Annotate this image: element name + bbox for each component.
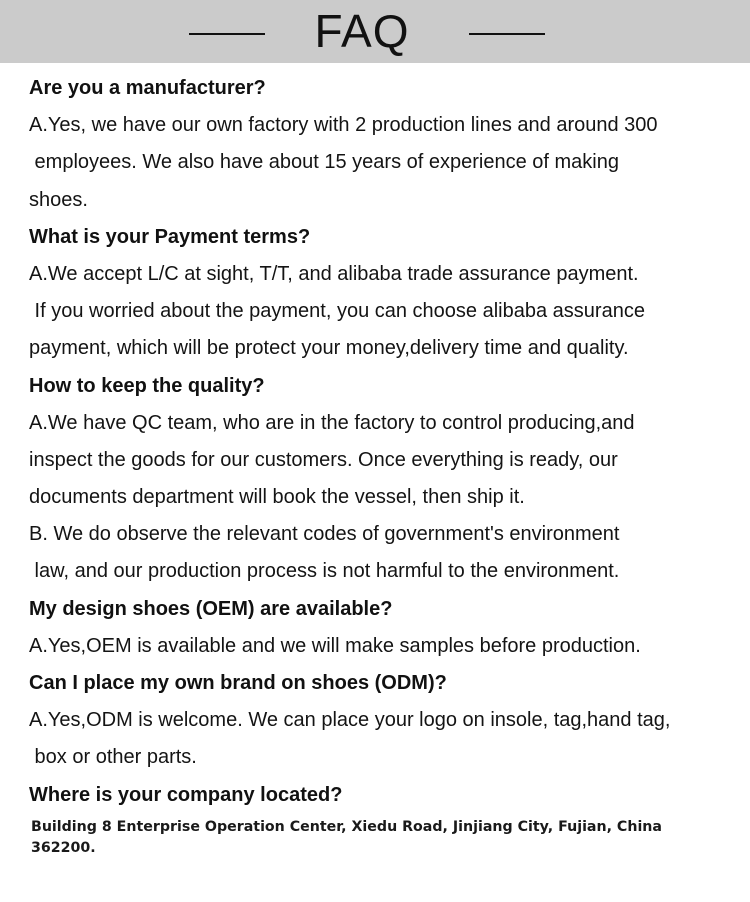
- faq-answer-line: employees. We also have about 15 years of experience of making: [29, 151, 619, 174]
- faq-answer-line: payment, which will be protect your money,delivery time and quality.: [29, 337, 629, 360]
- header-right-rule: [469, 33, 545, 35]
- faq-question: Can I place my own brand on shoes (ODM)?: [29, 672, 447, 694]
- faq-answer-line: A.Yes,OEM is available and we will make samples before production.: [29, 634, 641, 657]
- faq-question: My design shoes (OEM) are available?: [29, 597, 393, 620]
- faq-answer-line: inspect the goods for our customers. Once everything is ready, our: [29, 448, 618, 471]
- faq-answer-line: documents department will book the vessel, then ship it.: [29, 486, 525, 509]
- faq-title: [0, 3, 750, 59]
- faq-answer-line: A.We have QC team, who are in the factory to control producing,and: [29, 411, 635, 434]
- faq-answer-line: A.Yes, we have our own factory with 2 production lines and around 300: [29, 114, 658, 137]
- company-address-line: Building 8 Enterprise Operation Center, Xiedu Road, Jinjiang City, Fujian, China: [31, 818, 662, 835]
- faq-answer-line: law, and our production process is not harmful to the environment.: [29, 560, 620, 583]
- faq-answer-line: shoes.: [29, 188, 88, 211]
- faq-question: Where is your company located?: [29, 783, 343, 806]
- faq-question: What is your Payment terms?: [29, 225, 311, 248]
- faq-content: [29, 70, 739, 859]
- faq-header: [0, 0, 750, 63]
- faq-question: Are you a manufacturer?: [29, 77, 266, 99]
- faq-title-text: FAQ: [314, 5, 410, 57]
- faq-answer-line: box or other parts.: [29, 746, 197, 769]
- company-address-line: 362200.: [31, 839, 96, 856]
- faq-answer-line: A.Yes,ODM is welcome. We can place your logo on insole, tag,hand tag,: [29, 709, 671, 732]
- faq-answer-line: A.We accept L/C at sight, T/T, and alibaba trade assurance payment.: [29, 262, 639, 285]
- faq-answer-line: B. We do observe the relevant codes of government's environment: [29, 523, 620, 546]
- company-address: [31, 817, 739, 859]
- faq-question: How to keep the quality?: [29, 374, 265, 397]
- faq-answer-line: If you worried about the payment, you can choose alibaba assurance: [29, 300, 645, 323]
